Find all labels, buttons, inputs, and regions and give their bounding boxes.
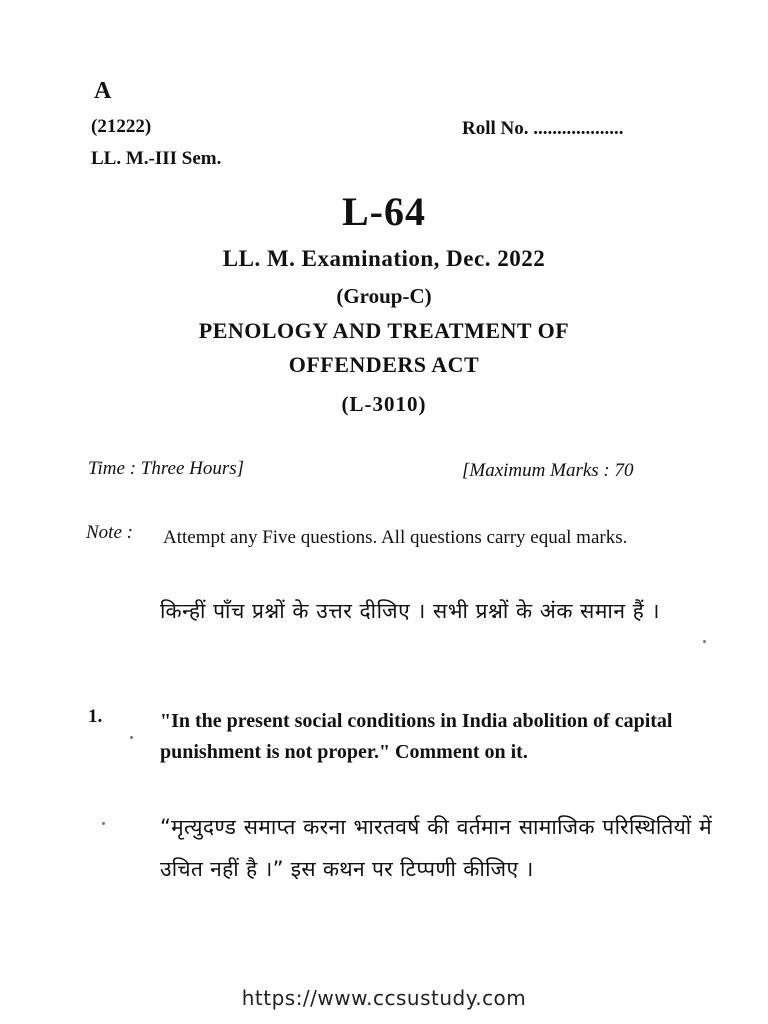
note-hindi: किन्हीं पाँच प्रश्नों के उत्तर दीजिए । सभी प्रश्नों के अंक समान हैं । [160,599,660,623]
exam-group: (Group-C) [336,284,432,308]
subject-title-line-1: PENOLOGY AND TREATMENT OF [198,318,570,343]
roll-number-field: Roll No. ................... [462,118,624,139]
subject-title-line-2: OFFENDERS ACT [288,352,480,377]
exam-code-title: L-64 [342,189,426,234]
series-label: A [94,78,112,104]
paper-code: (21222) [91,116,152,137]
note-label: Note : [86,522,133,543]
subject-code: (L-3010) [341,392,427,416]
maximum-marks: [Maximum Marks : 70 [462,460,634,481]
scan-speck [703,640,706,643]
note-english: Attempt any Five questions. All questions carry equal marks. [163,527,628,548]
footer-url: https://www.ccsustudy.com [241,986,527,1010]
time-allowed: Time : Three Hours] [88,458,245,479]
question-hindi: “मृत्युदण्ड समाप्त करना भारतवर्ष की वर्तमान सामाजिक परिस्थितियों में उचित नहीं है ।” इस कथन पर टिप्पणी कीजिए । [160,815,712,881]
question-number: 1. [88,706,103,727]
course-label: LL. M.-III Sem. [91,148,222,169]
exam-name: LL. M. Examination, Dec. 2022 [222,246,546,271]
scan-speck [130,736,133,739]
question-english: "In the present social conditions in India abolition of capital punishment is not proper." Comment on it. [160,710,673,763]
scan-speck [102,822,105,825]
